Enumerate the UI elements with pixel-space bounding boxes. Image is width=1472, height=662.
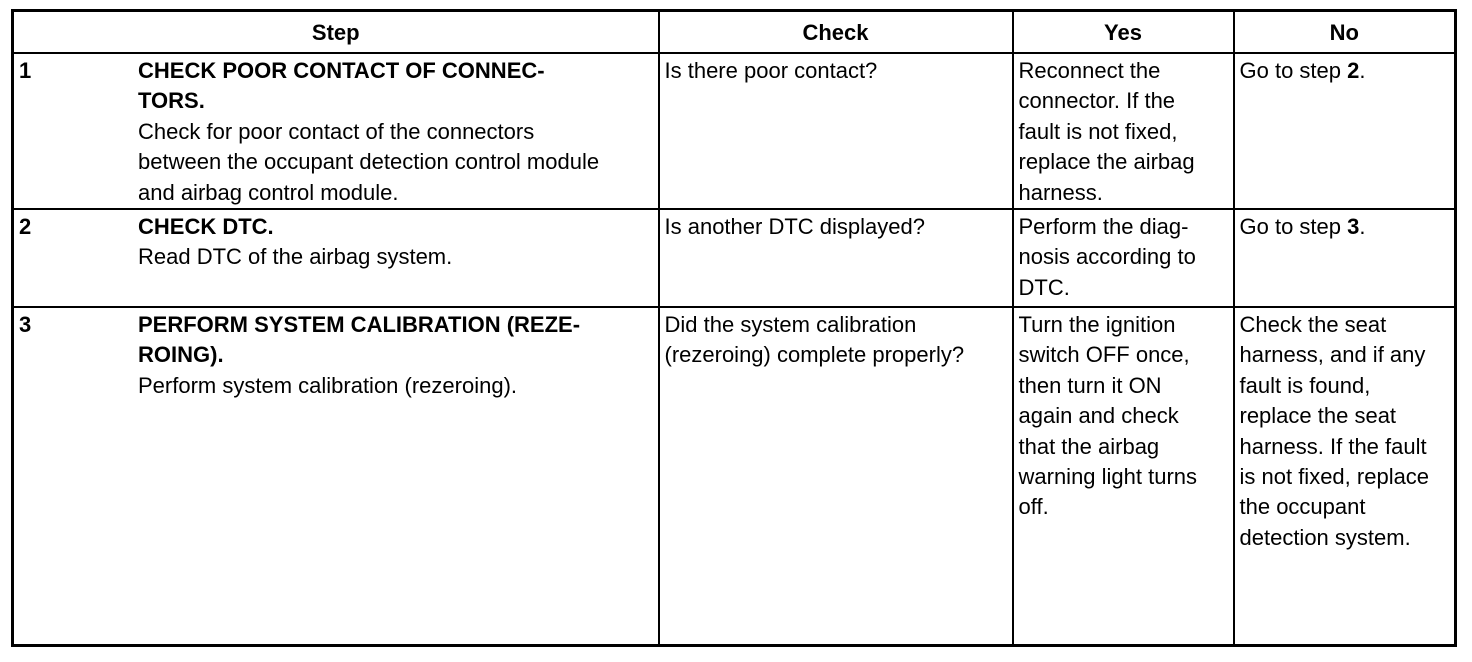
step-title: TORS. — [138, 88, 205, 114]
no-text: is not fixed, replace — [1239, 464, 1430, 490]
table-row — [13, 307, 1456, 646]
yes-text: again and check — [1018, 403, 1179, 429]
check-cell — [659, 209, 1013, 307]
step-title: CHECK POOR CONTACT OF CONNEC- — [138, 58, 545, 83]
check-text: Is another DTC displayed? — [664, 214, 925, 240]
no-text-suffix: . — [1359, 58, 1366, 83]
header-yes: Yes — [1013, 11, 1234, 54]
step-description: between the occupant detection control module — [138, 149, 600, 175]
step-cell — [13, 209, 659, 307]
step-number: 1 — [19, 58, 32, 83]
step-body — [138, 212, 654, 273]
check-text: (rezeroing) complete properly? — [664, 342, 965, 368]
yes-text: Turn the ignition — [1018, 312, 1176, 338]
check-text: Did the system calibration — [664, 312, 917, 338]
step-description: Read DTC of the airbag system. — [138, 244, 453, 270]
no-cell — [1234, 307, 1456, 646]
yes-text: warning light turns — [1018, 464, 1198, 490]
yes-text: nosis according to — [1018, 244, 1196, 270]
step-description: Perform system calibration (rezeroing). — [138, 372, 518, 398]
table-row — [13, 53, 1456, 209]
diagnostic-table — [11, 9, 1457, 647]
step-title: CHECK DTC. — [138, 214, 274, 240]
no-text: Check the seat — [1239, 312, 1387, 338]
header-check: Check — [659, 11, 1013, 54]
yes-text: Perform the diag- — [1018, 214, 1189, 240]
step-number: 2 — [19, 214, 32, 240]
step-title: PERFORM SYSTEM CALIBRATION (REZE- — [138, 312, 581, 338]
yes-text: connector. If the — [1018, 88, 1176, 114]
no-step-ref: 2 — [1347, 58, 1360, 83]
step-description: and airbag control module. — [138, 179, 399, 205]
yes-text: DTC. — [1018, 274, 1070, 300]
yes-text: fault is not fixed, — [1018, 118, 1178, 144]
step-number: 3 — [19, 312, 32, 338]
no-text-suffix: . — [1359, 214, 1366, 240]
no-text: replace the seat — [1239, 403, 1397, 429]
no-text: Go to step — [1239, 58, 1348, 83]
check-cell — [659, 53, 1013, 209]
yes-text: replace the airbag — [1018, 149, 1195, 175]
table-row — [13, 209, 1456, 307]
yes-text: harness. — [1018, 179, 1103, 205]
step-description: Check for poor contact of the connectors — [138, 118, 535, 144]
no-text: Go to step — [1239, 214, 1348, 240]
step-body — [138, 56, 654, 208]
check-cell — [659, 307, 1013, 646]
check-text: Is there poor contact? — [664, 58, 878, 83]
no-text: harness. If the fault — [1239, 433, 1427, 459]
no-text: detection system. — [1239, 524, 1411, 550]
yes-text: that the airbag — [1018, 433, 1160, 459]
step-cell — [13, 307, 659, 646]
header-step: Step — [13, 11, 659, 54]
yes-text: off. — [1018, 494, 1049, 520]
step-cell — [13, 53, 659, 209]
yes-cell — [1013, 53, 1234, 209]
no-text: fault is found, — [1239, 372, 1371, 398]
yes-text: Reconnect the — [1018, 58, 1161, 83]
no-cell — [1234, 53, 1456, 209]
yes-text: switch OFF once, — [1018, 342, 1190, 368]
no-text: harness, and if any — [1239, 342, 1426, 368]
table-header-row — [13, 11, 1456, 54]
header-no: No — [1234, 11, 1456, 54]
no-cell — [1234, 209, 1456, 307]
yes-cell — [1013, 307, 1234, 646]
yes-text: then turn it ON — [1018, 372, 1162, 398]
step-title: ROING). — [138, 342, 224, 368]
no-text: the occupant — [1239, 494, 1366, 520]
yes-cell — [1013, 209, 1234, 307]
no-step-ref: 3 — [1347, 214, 1360, 240]
step-body — [138, 310, 654, 401]
